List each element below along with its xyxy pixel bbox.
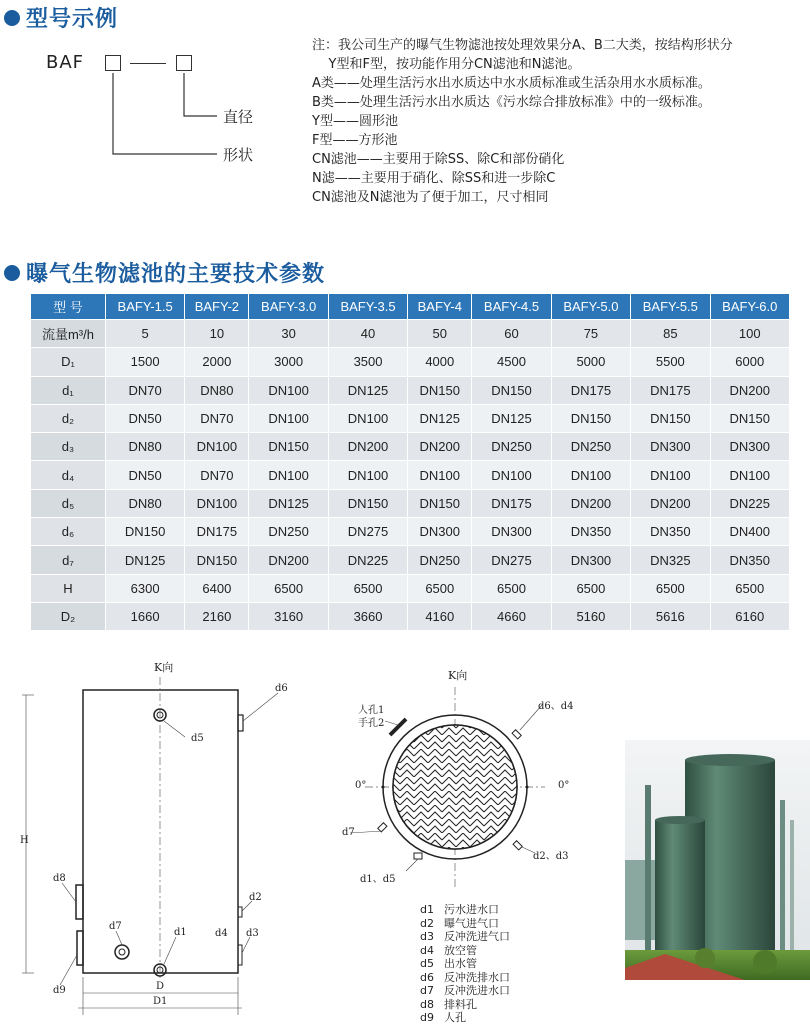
table-cell: 75 bbox=[551, 320, 630, 348]
label-d6: d6 bbox=[275, 683, 288, 694]
table-cell: DN200 bbox=[551, 489, 630, 517]
table-cell: 3660 bbox=[328, 602, 407, 630]
note-line: N滤——主要用于硝化、除SS和进一步除C bbox=[312, 171, 556, 186]
table-cell: DN150 bbox=[328, 489, 407, 517]
legend-text: 反冲洗进气口 bbox=[444, 930, 510, 943]
note-line: Y型——圆形池 bbox=[312, 114, 398, 129]
table-cell: 2000 bbox=[185, 348, 249, 376]
front-view-lines bbox=[20, 655, 280, 1025]
legend-text: 排料孔 bbox=[444, 997, 477, 1011]
table-row-label: H bbox=[31, 574, 106, 602]
table-cell: DN225 bbox=[710, 489, 789, 517]
table-header-cell: BAFY-5.5 bbox=[631, 294, 710, 320]
table-cell: DN125 bbox=[328, 376, 407, 404]
table-cell: DN150 bbox=[249, 433, 328, 461]
note-line: 注：我公司生产的曝气生物滤池按处理效果分A、B二大类，按结构形状分 bbox=[312, 38, 733, 53]
table-header-cell: BAFY-2 bbox=[185, 294, 249, 320]
legend-text: 反冲洗进水口 bbox=[444, 984, 510, 997]
legend-item bbox=[420, 998, 510, 1012]
table-cell: DN200 bbox=[408, 433, 472, 461]
front-view-drawing bbox=[20, 655, 288, 1025]
model-example bbox=[30, 42, 290, 182]
label-d2-d3: d2、d3 bbox=[533, 851, 569, 862]
table-cell: DN350 bbox=[710, 546, 789, 574]
bullet-icon bbox=[4, 265, 20, 281]
label-zero-right: 0° bbox=[558, 780, 570, 791]
table-cell: 6500 bbox=[408, 574, 472, 602]
table-cell: 40 bbox=[328, 320, 407, 348]
table-cell: 6500 bbox=[551, 574, 630, 602]
legend-text: 出水管 bbox=[444, 957, 477, 970]
legend-text: 反冲洗排水口 bbox=[444, 970, 510, 984]
table-cell: 6300 bbox=[105, 574, 184, 602]
legend-text: 放空管 bbox=[444, 943, 477, 957]
table-cell: DN70 bbox=[185, 404, 249, 432]
label-dim-d: D bbox=[156, 981, 165, 992]
table-cell: DN250 bbox=[551, 433, 630, 461]
label-d1-d5: d1、d5 bbox=[360, 874, 396, 885]
table-header-cell: BAFY-3.5 bbox=[328, 294, 407, 320]
table-cell: DN80 bbox=[105, 433, 184, 461]
table-cell: DN350 bbox=[551, 518, 630, 546]
note-line: B类——处理生活污水出水质达《污水综合排放标准》中的一级标准。 bbox=[312, 95, 711, 110]
table-cell: DN150 bbox=[408, 376, 472, 404]
label-d7: d7 bbox=[109, 921, 122, 932]
table-row-label: d₇ bbox=[31, 546, 106, 574]
table-cell: DN225 bbox=[328, 546, 407, 574]
params-table bbox=[30, 293, 790, 631]
table-cell: 6500 bbox=[249, 574, 328, 602]
table-row bbox=[31, 433, 790, 461]
legend-item bbox=[420, 957, 510, 971]
legend-code: d6 bbox=[420, 970, 434, 984]
table-row-label: D₁ bbox=[31, 348, 106, 376]
table-cell: DN250 bbox=[249, 518, 328, 546]
table-cell: 2160 bbox=[185, 602, 249, 630]
table-cell: DN100 bbox=[328, 404, 407, 432]
table-cell: DN125 bbox=[408, 404, 472, 432]
table-cell: DN150 bbox=[631, 404, 710, 432]
table-cell: DN70 bbox=[105, 376, 184, 404]
table-cell: DN150 bbox=[472, 376, 551, 404]
table-header-cell: BAFY-5.0 bbox=[551, 294, 630, 320]
table-cell: DN100 bbox=[710, 461, 789, 489]
table-cell: DN150 bbox=[185, 546, 249, 574]
table-cell: 6500 bbox=[328, 574, 407, 602]
table-cell: 6160 bbox=[710, 602, 789, 630]
table-cell: DN70 bbox=[185, 461, 249, 489]
table-cell: DN300 bbox=[551, 546, 630, 574]
table-cell: DN200 bbox=[328, 433, 407, 461]
table-cell: 5000 bbox=[551, 348, 630, 376]
legend-code: d9 bbox=[420, 1011, 434, 1024]
table-row bbox=[31, 404, 790, 432]
table-cell: DN150 bbox=[710, 404, 789, 432]
legend-item bbox=[420, 984, 510, 998]
legend-item bbox=[420, 930, 510, 944]
table-cell: 5616 bbox=[631, 602, 710, 630]
table-cell: 3000 bbox=[249, 348, 328, 376]
table-cell: DN50 bbox=[105, 404, 184, 432]
table-cell: DN125 bbox=[105, 546, 184, 574]
table-cell: DN100 bbox=[472, 461, 551, 489]
table-cell: 5500 bbox=[631, 348, 710, 376]
note-line: CN滤池及N滤池为了便于加工，尺寸相同 bbox=[312, 190, 549, 205]
legend-code: d1 bbox=[420, 903, 434, 916]
table-cell: DN175 bbox=[472, 489, 551, 517]
table-cell: DN50 bbox=[105, 461, 184, 489]
table-cell: DN150 bbox=[105, 518, 184, 546]
table-cell: DN175 bbox=[185, 518, 249, 546]
table-cell: DN300 bbox=[631, 433, 710, 461]
label-d3: d3 bbox=[246, 928, 259, 939]
table-cell: 1660 bbox=[105, 602, 184, 630]
label-d1: d1 bbox=[174, 927, 187, 938]
table-cell: 5 bbox=[105, 320, 184, 348]
label-d5: d5 bbox=[191, 733, 204, 744]
table-row-label: d₆ bbox=[31, 518, 106, 546]
table-cell: 30 bbox=[249, 320, 328, 348]
table-cell: DN200 bbox=[710, 376, 789, 404]
note-line: F型——方形池 bbox=[312, 133, 398, 148]
table-row-label: d₁ bbox=[31, 376, 106, 404]
legend-text: 人孔 bbox=[444, 1011, 466, 1024]
label-dim-d1: D1 bbox=[153, 996, 168, 1007]
table-header-cell: BAFY-3.0 bbox=[249, 294, 328, 320]
table-header-cell: BAFY-1.5 bbox=[105, 294, 184, 320]
label-d2: d2 bbox=[249, 892, 262, 903]
legend-item bbox=[420, 944, 510, 958]
label-d8: d8 bbox=[53, 873, 66, 884]
table-cell: DN80 bbox=[105, 489, 184, 517]
table-cell: DN250 bbox=[472, 433, 551, 461]
top-view-drawing bbox=[330, 665, 590, 895]
table-row bbox=[31, 546, 790, 574]
table-row-label: D₂ bbox=[31, 602, 106, 630]
label-h: H bbox=[20, 835, 29, 846]
legend-item bbox=[420, 903, 510, 917]
table-cell: DN100 bbox=[551, 461, 630, 489]
note-line: CN滤池——主要用于除SS、除C和部份硝化 bbox=[312, 152, 565, 167]
legend-item bbox=[420, 917, 510, 931]
table-cell: DN125 bbox=[249, 489, 328, 517]
table-cell: DN300 bbox=[710, 433, 789, 461]
table-row bbox=[31, 376, 790, 404]
table-cell: DN175 bbox=[551, 376, 630, 404]
table-cell: 6500 bbox=[631, 574, 710, 602]
table-header-row bbox=[31, 294, 790, 320]
label-shape: 形状 bbox=[223, 146, 254, 164]
legend-code: d4 bbox=[420, 943, 434, 957]
table-cell: DN175 bbox=[631, 376, 710, 404]
table-row bbox=[31, 602, 790, 630]
table-header-cell: BAFY-4.5 bbox=[472, 294, 551, 320]
table-cell: 4500 bbox=[472, 348, 551, 376]
legend-code: d5 bbox=[420, 957, 434, 970]
table-row bbox=[31, 348, 790, 376]
label-d4: d4 bbox=[215, 928, 228, 939]
table-cell: 6000 bbox=[710, 348, 789, 376]
table-header-cell: BAFY-6.0 bbox=[710, 294, 789, 320]
k-direction-label: K向 bbox=[448, 669, 468, 682]
table-row-label: 流量m³/h bbox=[31, 320, 106, 348]
table-cell: DN100 bbox=[249, 376, 328, 404]
legend-code: d7 bbox=[420, 984, 434, 997]
section-title-text: 曝气生物滤池的主要技术参数 bbox=[26, 262, 326, 287]
legend-code: d2 bbox=[420, 916, 434, 930]
legend-code: d3 bbox=[420, 930, 434, 943]
model-prefix: BAF bbox=[46, 52, 85, 73]
table-cell: DN100 bbox=[631, 461, 710, 489]
table-cell: 5160 bbox=[551, 602, 630, 630]
section-title-text: 型号示例 bbox=[26, 7, 119, 32]
table-body bbox=[31, 320, 790, 631]
label-d9: d9 bbox=[53, 985, 66, 996]
table-cell: 1500 bbox=[105, 348, 184, 376]
table-cell: DN100 bbox=[185, 433, 249, 461]
label-manhole1: 人孔1 bbox=[358, 705, 385, 716]
section-title-params bbox=[4, 257, 325, 288]
table-cell: DN275 bbox=[472, 546, 551, 574]
nozzle-legend bbox=[420, 903, 510, 1025]
table-row-label: d₃ bbox=[31, 433, 106, 461]
table-cell: 6500 bbox=[472, 574, 551, 602]
table-cell: DN200 bbox=[631, 489, 710, 517]
table-row bbox=[31, 574, 790, 602]
table-cell: DN80 bbox=[185, 376, 249, 404]
table-cell: 60 bbox=[472, 320, 551, 348]
table-cell: 3500 bbox=[328, 348, 407, 376]
table-cell: 4660 bbox=[472, 602, 551, 630]
table-cell: DN200 bbox=[249, 546, 328, 574]
notes-block bbox=[312, 36, 802, 207]
table-cell: DN100 bbox=[185, 489, 249, 517]
table-cell: 85 bbox=[631, 320, 710, 348]
table-cell: 4000 bbox=[408, 348, 472, 376]
table-cell: DN275 bbox=[328, 518, 407, 546]
table-cell: DN150 bbox=[551, 404, 630, 432]
table-cell: 10 bbox=[185, 320, 249, 348]
table-cell: DN100 bbox=[249, 404, 328, 432]
table-cell: DN325 bbox=[631, 546, 710, 574]
table-cell: 6500 bbox=[710, 574, 789, 602]
table-row bbox=[31, 489, 790, 517]
table-cell: DN400 bbox=[710, 518, 789, 546]
tank-photo-illustration bbox=[625, 740, 810, 980]
tank-photo bbox=[625, 740, 810, 980]
label-d7: d7 bbox=[342, 827, 355, 838]
table-cell: DN300 bbox=[408, 518, 472, 546]
table-cell: 4160 bbox=[408, 602, 472, 630]
label-d6-d4: d6、d4 bbox=[538, 701, 574, 712]
section-title-model bbox=[4, 2, 118, 33]
table-row bbox=[31, 320, 790, 348]
note-line: Y型和F型，按功能作用分CN滤池和N滤池。 bbox=[312, 57, 581, 72]
table-cell: 6400 bbox=[185, 574, 249, 602]
label-handhole2: 手孔2 bbox=[358, 718, 385, 729]
table-cell: 100 bbox=[710, 320, 789, 348]
table-cell: 3160 bbox=[249, 602, 328, 630]
legend-text: 曝气进气口 bbox=[444, 916, 499, 930]
table-cell: DN150 bbox=[408, 489, 472, 517]
table-cell: DN250 bbox=[408, 546, 472, 574]
label-diameter: 直径 bbox=[223, 108, 254, 126]
table-header-cell: BAFY-4 bbox=[408, 294, 472, 320]
table-cell: DN350 bbox=[631, 518, 710, 546]
note-line: A类——处理生活污水出水质达中水水质标准或生活杂用水水质标准。 bbox=[312, 76, 711, 91]
table-row-label: d₅ bbox=[31, 489, 106, 517]
table-cell: DN100 bbox=[408, 461, 472, 489]
table-cell: DN125 bbox=[472, 404, 551, 432]
bullet-icon bbox=[4, 10, 20, 26]
table-cell: DN100 bbox=[328, 461, 407, 489]
k-direction-label: K向 bbox=[154, 661, 174, 674]
table-cell: 50 bbox=[408, 320, 472, 348]
table-header-model: 型 号 bbox=[31, 294, 106, 320]
legend-item bbox=[420, 971, 510, 985]
legend-item bbox=[420, 1011, 510, 1025]
table-row-label: d₄ bbox=[31, 461, 106, 489]
table-row bbox=[31, 461, 790, 489]
table-row bbox=[31, 518, 790, 546]
table-row-label: d₂ bbox=[31, 404, 106, 432]
legend-text: 污水进水口 bbox=[444, 903, 499, 916]
table-cell: DN300 bbox=[472, 518, 551, 546]
table-cell: DN100 bbox=[249, 461, 328, 489]
legend-code: d8 bbox=[420, 997, 434, 1011]
label-zero-left: 0° bbox=[355, 780, 367, 791]
